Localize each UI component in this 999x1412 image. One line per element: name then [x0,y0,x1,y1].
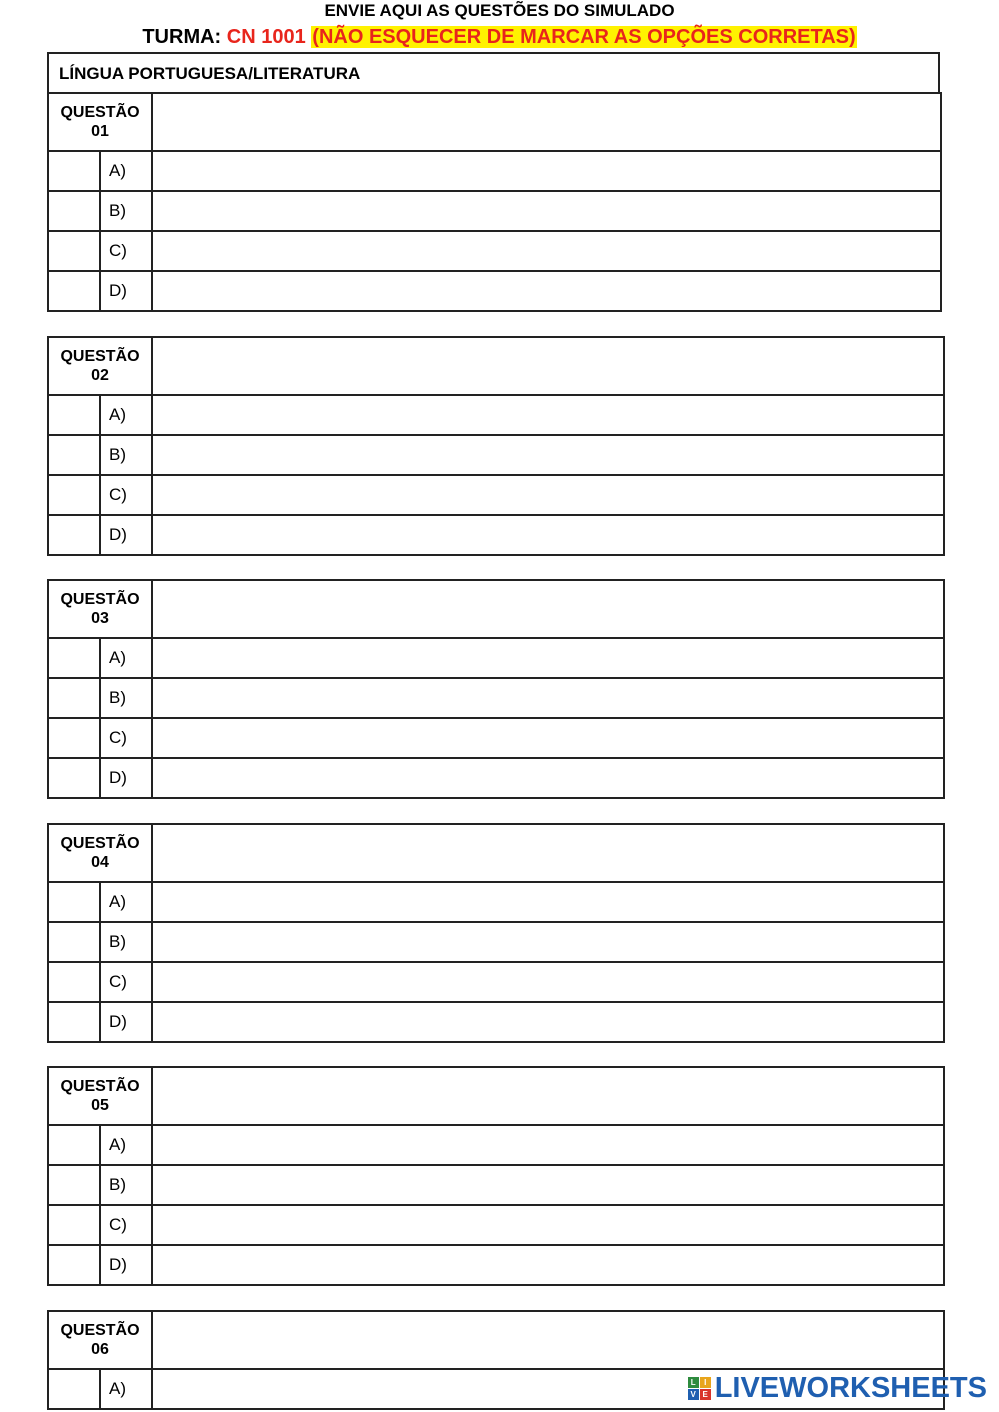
option-row [48,435,944,475]
option-row [48,1002,944,1042]
question-label: QUESTÃO 06 [48,1311,152,1369]
question-label: QUESTÃO 03 [48,580,152,638]
option-label: D) [100,271,152,311]
question-label: QUESTÃO 02 [48,337,152,395]
option-row [48,475,944,515]
option-text-field[interactable] [152,922,944,962]
option-checkbox[interactable] [48,475,100,515]
turma-label: TURMA: [142,26,227,48]
question-text-field[interactable] [152,93,941,151]
option-label: C) [100,1205,152,1245]
option-row [48,962,944,1002]
option-text-field[interactable] [152,515,944,555]
option-text-field[interactable] [152,475,944,515]
option-row [48,151,941,191]
option-row [48,638,944,678]
option-label: C) [100,475,152,515]
option-text-field[interactable] [152,718,944,758]
option-label: A) [100,151,152,191]
option-label: A) [100,638,152,678]
option-checkbox[interactable] [48,758,100,798]
option-checkbox[interactable] [48,1002,100,1042]
question-text-field[interactable] [152,580,944,638]
turma-warning: (NÃO ESQUECER DE MARCAR AS OPÇÕES CORRETAS) [312,26,856,48]
question-header-row [48,337,944,395]
option-checkbox[interactable] [48,231,100,271]
question-header-row [48,824,944,882]
option-text-field[interactable] [152,758,944,798]
turma-class: CN 1001 [226,26,312,48]
option-checkbox[interactable] [48,515,100,555]
subject-title: LÍNGUA PORTUGUESA/LITERATURA [47,52,940,92]
option-checkbox[interactable] [48,1125,100,1165]
option-checkbox[interactable] [48,1369,100,1409]
option-row [48,1125,944,1165]
question-text-field[interactable] [152,1067,944,1125]
question-text-field[interactable] [152,337,944,395]
option-checkbox[interactable] [48,882,100,922]
option-row [48,271,941,311]
option-label: B) [100,922,152,962]
option-text-field[interactable] [152,395,944,435]
option-row [48,515,944,555]
question-header-row [48,93,941,151]
option-text-field[interactable] [152,151,941,191]
option-row [48,1165,944,1205]
question-header-row [48,1067,944,1125]
question-table [47,92,942,312]
option-checkbox[interactable] [48,718,100,758]
option-row [48,922,944,962]
option-checkbox[interactable] [48,191,100,231]
option-checkbox[interactable] [48,962,100,1002]
option-label: D) [100,1002,152,1042]
option-label: A) [100,395,152,435]
turma-line [0,25,999,49]
option-checkbox[interactable] [48,151,100,191]
option-label: B) [100,1165,152,1205]
option-checkbox[interactable] [48,922,100,962]
option-text-field[interactable] [152,1002,944,1042]
question-header-row [48,1311,944,1369]
option-checkbox[interactable] [48,1245,100,1285]
option-checkbox[interactable] [48,638,100,678]
option-label: D) [100,1245,152,1285]
question-label: QUESTÃO 01 [48,93,152,151]
question-header-row [48,580,944,638]
option-label: C) [100,962,152,1002]
question-table [47,823,945,1043]
option-checkbox[interactable] [48,271,100,311]
question-label: QUESTÃO 05 [48,1067,152,1125]
option-label: B) [100,435,152,475]
question-label: QUESTÃO 04 [48,824,152,882]
option-row [48,1205,944,1245]
question-table [47,579,945,799]
option-text-field[interactable] [152,678,944,718]
question-text-field[interactable] [152,824,944,882]
option-text-field[interactable] [152,1125,944,1165]
option-row [48,718,944,758]
liveworksheets-watermark [688,1372,987,1404]
option-row [48,395,944,435]
watermark-text: LIVEWORKSHEETS [714,1371,987,1404]
option-checkbox[interactable] [48,395,100,435]
option-text-field[interactable] [152,1245,944,1285]
option-row [48,231,941,271]
option-text-field[interactable] [152,435,944,475]
option-row [48,191,941,231]
option-label: D) [100,515,152,555]
option-checkbox[interactable] [48,1165,100,1205]
option-checkbox[interactable] [48,678,100,718]
option-label: C) [100,718,152,758]
option-row [48,758,944,798]
option-checkbox[interactable] [48,1205,100,1245]
option-text-field[interactable] [152,1205,944,1245]
option-text-field[interactable] [152,231,941,271]
question-text-field[interactable] [152,1311,944,1369]
option-label: B) [100,678,152,718]
liveworksheets-logo-icon: L I V E [688,1377,711,1400]
option-label: D) [100,758,152,798]
option-row [48,678,944,718]
option-text-field[interactable] [152,638,944,678]
option-label: A) [100,1125,152,1165]
option-row [48,882,944,922]
option-label: A) [100,1369,152,1409]
option-row [48,1245,944,1285]
option-text-field[interactable] [152,271,941,311]
option-text-field[interactable] [152,962,944,1002]
option-label: C) [100,231,152,271]
option-label: B) [100,191,152,231]
option-checkbox[interactable] [48,435,100,475]
page-title: ENVIE AQUI AS QUESTÕES DO SIMULADO [324,1,675,20]
option-text-field[interactable] [152,1165,944,1205]
question-table [47,336,945,556]
option-text-field[interactable] [152,191,941,231]
question-table [47,1066,945,1286]
option-text-field[interactable] [152,882,944,922]
option-label: A) [100,882,152,922]
